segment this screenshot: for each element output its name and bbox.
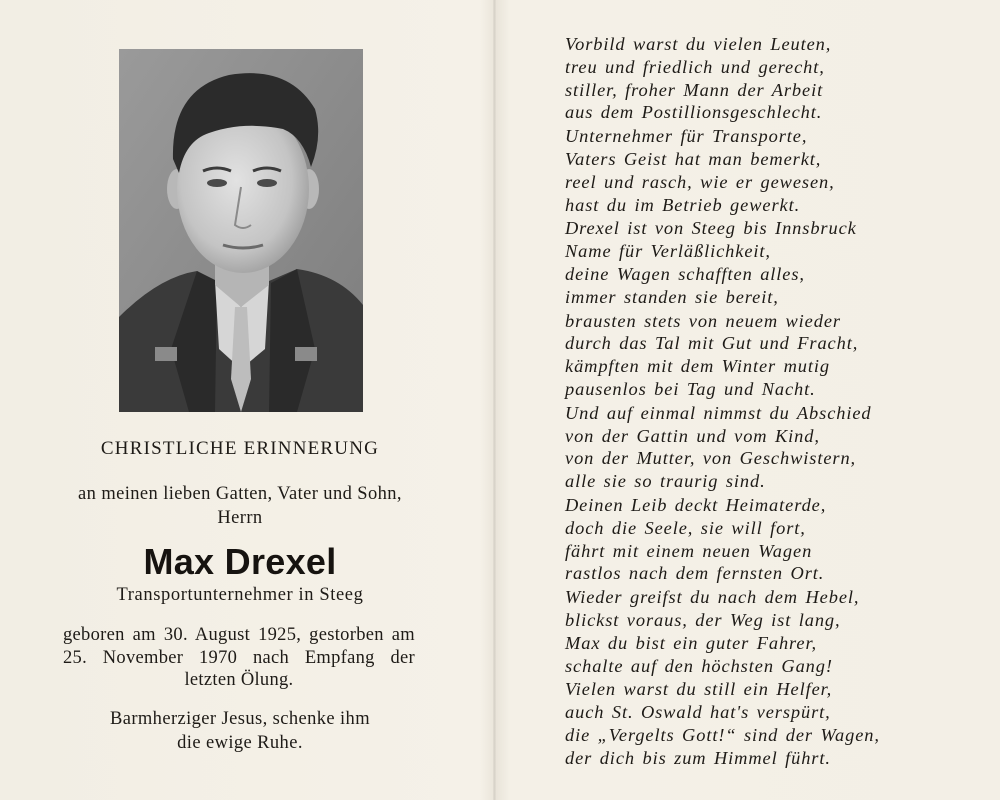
poem-line: deine Wagen schafften alles, (565, 263, 805, 284)
poem-line: treu und friedlich und gerecht, (565, 56, 825, 77)
poem-line: Name für Verläßlichkeit, (565, 241, 771, 262)
occupation-text: Transportunternehmer in Steeg (116, 585, 364, 605)
poem-stanza (565, 33, 985, 124)
poem-line: kämpften mit dem Winter mutig (565, 356, 830, 377)
poem-line: durch das Tal mit Gut und Fracht, (565, 333, 859, 354)
poem-line: von der Gattin und vom Kind, (565, 425, 820, 446)
poem-stanza (565, 310, 985, 401)
poem-line: Drexel ist von Steeg bis Innsbruck (565, 218, 857, 239)
poem-line: stiller, froher Mann der Arbeit (565, 79, 824, 100)
poem-line: Vielen warst du still ein Helfer, (565, 679, 833, 700)
poem-line: fährt mit einem neuen Wagen (565, 540, 813, 561)
poem-line: der dich bis zum Himmel führt. (565, 747, 831, 768)
poem-line: die „Vergelts Gott!“ sind der Wagen, (565, 724, 880, 745)
poem-stanza (565, 217, 985, 308)
poem-stanza (565, 494, 985, 585)
poem-line: Und auf einmal nimmst du Abschied (565, 402, 872, 423)
poem-line: schalte auf den höchsten Gang! (565, 655, 833, 676)
poem-line: aus dem Postillionsgeschlecht. (565, 102, 823, 123)
poem-line: Vaters Geist hat man bemerkt, (565, 148, 822, 169)
memorial-poem (565, 33, 985, 771)
poem-line: Max du bist ein guter Fahrer, (565, 632, 817, 653)
poem-line: rastlos nach dem fernsten Ort. (565, 563, 825, 584)
poem-line: von der Mutter, von Geschwistern, (565, 448, 857, 469)
poem-stanza (565, 402, 985, 493)
poem-stanza (565, 678, 985, 769)
life-dates-text: geboren am 30. August 1925, gestorben am 25. November 1970 nach Empfang der letzten Ölung. (63, 625, 415, 690)
poem-line: pausenlos bei Tag und Nacht. (565, 378, 816, 399)
poem-line: hast du im Betrieb gewerkt. (565, 194, 801, 215)
poem-line: reel und rasch, wie er gewesen, (565, 171, 835, 192)
poem-line: Deinen Leib deckt Heimaterde, (565, 494, 827, 515)
prayer-text: Barmherziger Jesus, schenke ihm die ewige Ruhe. (109, 709, 371, 753)
poem-line: Vorbild warst du vielen Leuten, (565, 34, 832, 54)
card-heading: CHRISTLICHE ERINNERUNG (100, 438, 380, 459)
portrait-photo (119, 49, 363, 412)
card-fold (493, 0, 496, 800)
poem-line: immer standen sie bereit, (565, 286, 779, 307)
poem-line: auch St. Oswald hat's verspürt, (565, 702, 831, 723)
poem-line: Unternehmer für Transporte, (565, 126, 808, 147)
poem-line: alle sie so traurig sind. (565, 471, 766, 492)
dedication-text: an meinen lieben Gatten, Vater und Sohn, Herrn (78, 484, 402, 528)
poem-line: doch die Seele, sie will fort, (565, 517, 806, 538)
deceased-name: Max Drexel (143, 541, 337, 582)
poem-stanza (565, 586, 985, 677)
poem-line: brausten stets von neuem wieder (565, 310, 841, 331)
portrait-image (119, 49, 363, 412)
poem-line: Wieder greifst du nach dem Hebel, (565, 587, 860, 608)
poem-line: blickst voraus, der Weg ist lang, (565, 609, 841, 630)
poem-stanza (565, 125, 985, 216)
